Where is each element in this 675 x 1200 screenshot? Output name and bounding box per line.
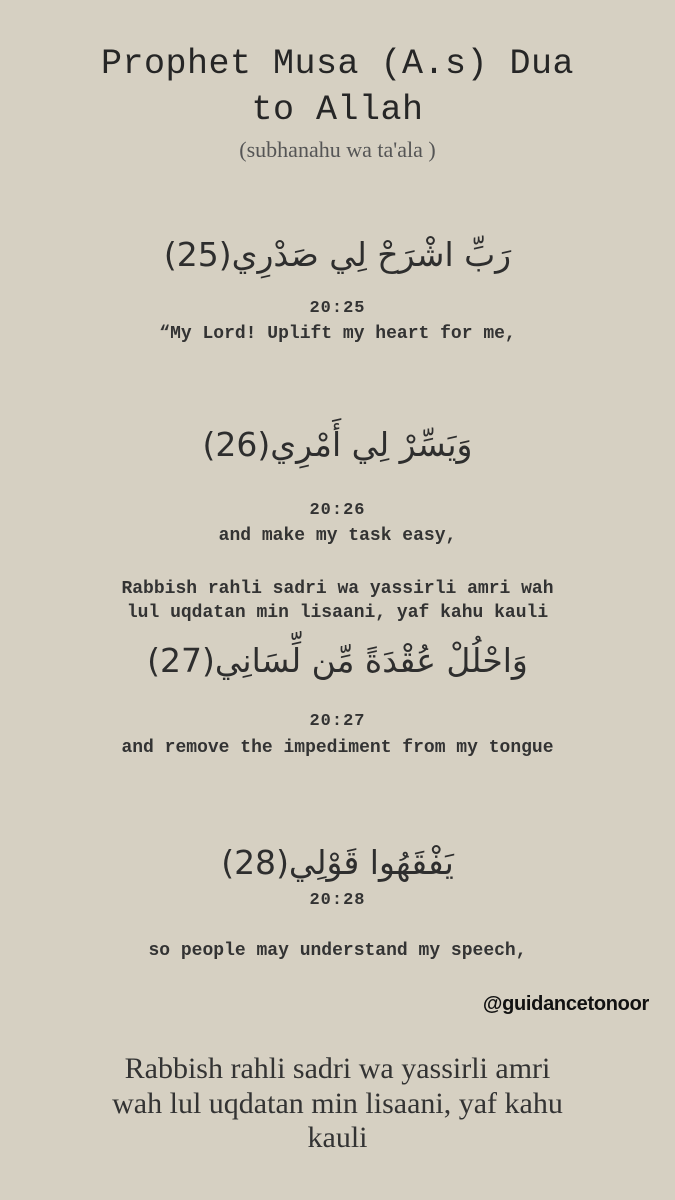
page-title-line-1: Prophet Musa (A.s) Dua (100, 44, 575, 84)
page-title-line-2: to Allah (251, 90, 424, 130)
verse-25-arabic: رَبِّ اشْرَحْ لِي صَدْرِي(25) (163, 235, 512, 274)
verse-28-translation: so people may understand my speech, (148, 941, 527, 961)
verse-28-arabic: يَفْقَهُوا قَوْلِي(28) (221, 843, 454, 882)
verse-25-translation: “My Lord! Uplift my heart for me, (159, 324, 516, 344)
author-handle: @guidancetonoor (482, 993, 649, 1015)
transliteration-small-line-2: lul uqdatan min lisaani, yaf kahu kauli (126, 603, 549, 623)
verse-28-reference: 20:28 (309, 891, 366, 910)
verse-26-reference: 20:26 (309, 501, 366, 520)
transliteration-large-line-2: wah lul uqdatan min lisaani, yaf kahu (112, 1087, 563, 1120)
verse-25-reference: 20:25 (309, 299, 366, 318)
transliteration-small-line-1: Rabbish rahli sadri wa yassirli amri wah (121, 579, 554, 599)
verse-27-reference: 20:27 (309, 712, 366, 731)
transliteration-large-line-1: Rabbish rahli sadri wa yassirli amri (124, 1052, 551, 1085)
verse-26-arabic: وَيَسِّرْ لِي أَمْرِي(26) (202, 425, 473, 464)
verse-26-translation: and make my task easy, (218, 526, 457, 546)
page-subtitle: (subhanahu wa ta'ala ) (239, 137, 436, 162)
verse-27-translation: and remove the impediment from my tongue (121, 738, 554, 758)
verse-27-arabic: وَاحْلُلْ عُقْدَةً مِّن لِّسَانِي(27) (147, 641, 528, 680)
transliteration-large-line-3: kauli (307, 1121, 368, 1154)
